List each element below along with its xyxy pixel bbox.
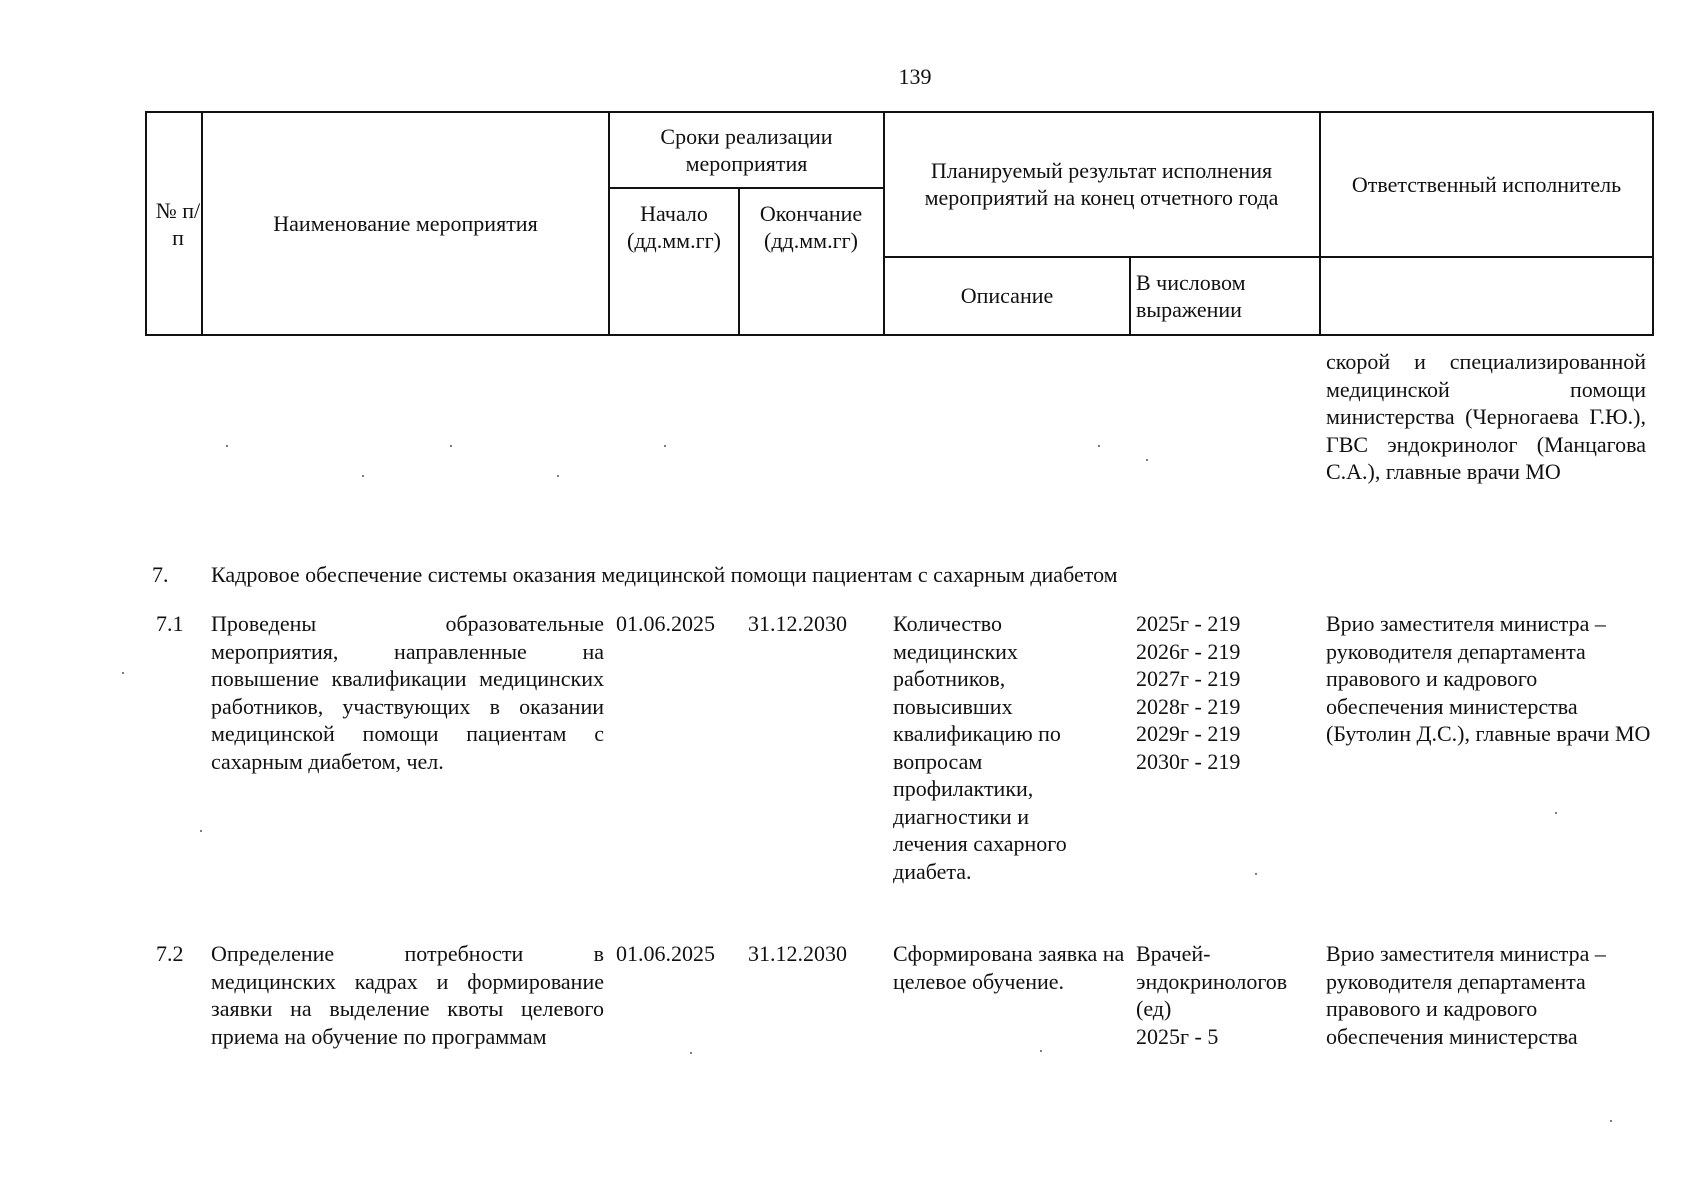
header-result: Планируемый результат исполнения мероприятий на конец отчетного года bbox=[924, 157, 1279, 210]
continued-responsible: скорой и специализированной медицинской помощи министерства (Черногаева Г.Ю.), ГВС эндокринолог (Манцагова С.А.), главные врачи МО bbox=[1326, 349, 1646, 484]
row-start: 01.06.2025 bbox=[616, 941, 715, 966]
numeric-value: эндокринологов bbox=[1136, 968, 1288, 994]
scan-speck bbox=[1610, 1120, 1612, 1122]
header-description: Описание bbox=[960, 283, 1054, 309]
row-start: 01.06.2025 bbox=[616, 611, 715, 636]
row-responsible: Врио заместителя министра – руководителя департамента правового и кадрового обеспечения министерства (Бутолин Д.С.), главные врачи МО bbox=[1326, 611, 1651, 746]
table-divider-name bbox=[608, 111, 610, 336]
numeric-value: 2029г - 219 bbox=[1136, 721, 1241, 746]
section-title: Кадровое обеспечение системы оказания медицинской помощи пациентам с сахарным диабетом bbox=[211, 562, 1118, 587]
numeric-value: 2026г - 219 bbox=[1136, 638, 1241, 664]
numeric-value: 2025г - 219 bbox=[1136, 611, 1241, 636]
scan-speck bbox=[1098, 445, 1100, 447]
row-responsible: Врио заместителя министра – руководителя департамента правового и кадрового обеспечения министерства bbox=[1326, 941, 1606, 1049]
header-start: Начало (дд.мм.гг) bbox=[627, 200, 721, 253]
row-end: 31.12.2030 bbox=[748, 941, 847, 966]
header-responsible: Ответственный исполнитель bbox=[1351, 171, 1622, 197]
scan-speck bbox=[362, 475, 364, 477]
row-end: 31.12.2030 bbox=[748, 611, 847, 636]
header-end: Окончание (дд.мм.гг) bbox=[759, 200, 863, 253]
scan-speck bbox=[226, 445, 228, 447]
section-number: 7. bbox=[152, 562, 169, 587]
scan-speck bbox=[557, 475, 559, 477]
scan-speck bbox=[200, 830, 202, 832]
scan-speck bbox=[664, 445, 666, 447]
scan-speck bbox=[1040, 1050, 1042, 1052]
scan-speck bbox=[1146, 459, 1148, 461]
header-number: № п/п bbox=[155, 197, 201, 250]
numeric-value: Врачей- bbox=[1136, 941, 1211, 966]
scan-speck bbox=[450, 445, 452, 447]
numeric-value: 2028г - 219 bbox=[1136, 693, 1241, 719]
table-border-right bbox=[1652, 111, 1654, 336]
numeric-value: 2025г - 5 bbox=[1136, 1023, 1219, 1049]
numeric-value: 2027г - 219 bbox=[1136, 666, 1241, 691]
row-description: Сформирована заявка на целевое обучение. bbox=[893, 941, 1125, 994]
page-number: 139 bbox=[898, 64, 932, 89]
header-terms: Сроки реализации мероприятия bbox=[660, 123, 833, 176]
scan-speck bbox=[122, 672, 124, 674]
table-border-left bbox=[145, 111, 147, 336]
numeric-value: (ед) bbox=[1136, 996, 1172, 1021]
scan-speck bbox=[1555, 812, 1557, 814]
row-number: 7.2 bbox=[156, 941, 184, 966]
row-number: 7.1 bbox=[156, 611, 184, 636]
table-divider-start bbox=[738, 188, 740, 336]
row-name: Проведены образовательные мероприятия, направленные на повышение квалификации медицинских работников, участвующих в оказании медицинской помощи пациентам с сахарным диабетом, чел. bbox=[211, 611, 604, 774]
scan-speck bbox=[690, 1052, 692, 1054]
table-hline-terms bbox=[608, 187, 885, 189]
header-name: Наименование мероприятия bbox=[273, 210, 538, 236]
header-numeric: В числовом выражении bbox=[1136, 269, 1246, 322]
row-name: Определение потребности в медицинских кадрах и формирование заявки на выделение квоты целевого приема на обучение по программам bbox=[211, 941, 604, 1049]
row-description: Количество медицинских работников, повысивших квалификацию по вопросам профилактики, диагностики и лечения сахарного диабета. bbox=[893, 611, 1067, 884]
table-divider-desc bbox=[1129, 256, 1131, 336]
numeric-value: 2030г - 219 bbox=[1136, 748, 1241, 774]
table-border-bottom bbox=[145, 334, 1654, 336]
scan-speck bbox=[1255, 873, 1257, 875]
